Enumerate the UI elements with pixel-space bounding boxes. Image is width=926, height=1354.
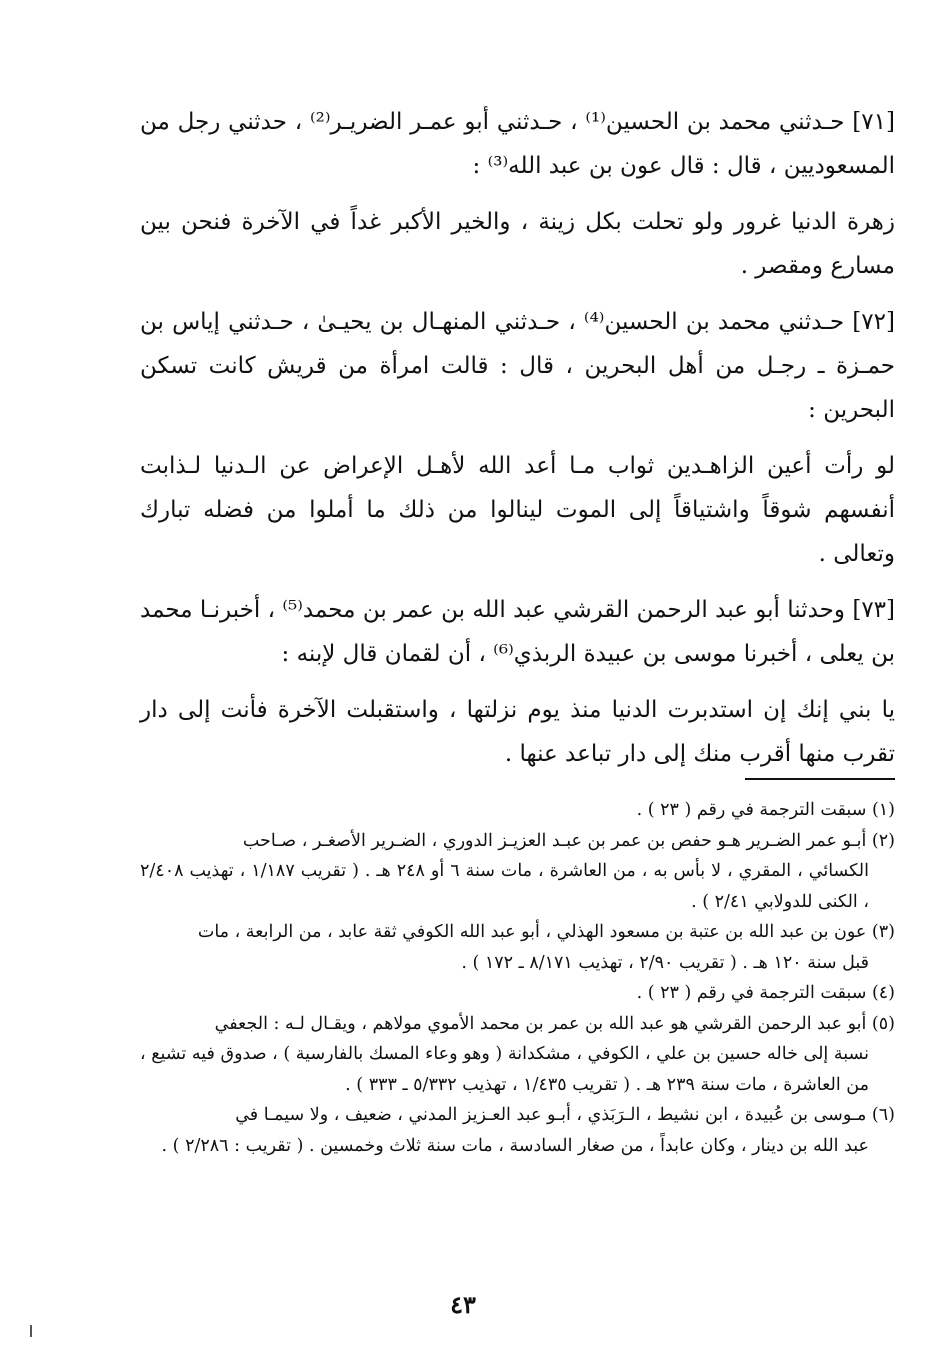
footnote-4: [140, 978, 895, 1009]
footnote-5: [140, 1009, 895, 1101]
footnote-continuation: قبل سنة ١٢٠ هـ . ( تقريب ٢/٩٠ ، تهذيب ٨/١٧١ ـ ١٧٢ ) .: [461, 952, 869, 973]
footnote-text: (٢) أبـو عمر الضـرير هـو حفص بن عمر بن عبـد العزيـز الدوري ، الضـرير الأصغـر ، صـاحب: [242, 830, 895, 851]
footnote-text: (٥) أبو عبد الرحمن القرشي هو عبد الله بن عمر بن محمد الأموي مولاهم ، ويقـال لـه : الجعفي: [214, 1013, 895, 1034]
footnote-continuation: نسبة إلى خاله حسين بن علي ، الكوفي ، مشكدانة ( وهو وعاء المسك بالفارسية ) ، صدوق فيه تشيع ، من العاشرة ، مات سنة ٢٣٩ هـ . ( تقريب ١/٤٣٥ ، تهذيب ٥/٣٣٢ ـ ٣٣٣ ) .: [140, 1044, 869, 1095]
paragraph-72: [٧٢] حـدثني محمد بن الحسين⁽⁴⁾ ، حـدثني المنهـال بن يحيـىٰ ، حـدثني إياس بن حمـزة ـ رجـل من أهل البحرين ، قال : قالت امرأة من قريش كانت تسكن البحرين :: [140, 309, 895, 423]
quote-71: زهرة الدنيا غرور ولو تحلت بكل زينة ، والخير الأكبر غداً في الآخرة فنحن بين مسارع ومقصر .: [140, 209, 895, 279]
footnote-separator: [745, 778, 895, 780]
footnote-continuation: عبد الله بن دينار ، وكان عابداً ، من صغار السادسة ، مات سنة ثلاث وخمسين . ( تقريب : ٢/٢٨٦ ) .: [161, 1135, 869, 1156]
quote-73: يا بني إنك إن استدبرت الدنيا منذ يوم نزلتها ، واستقبلت الآخرة فأنت إلى دار تقرب منها أقرب منك إلى دار تباعد عنها .: [140, 697, 895, 767]
page-number: ٤٣: [450, 1290, 476, 1319]
footnote-6: [140, 1100, 895, 1161]
footnote-continuation: الكسائي ، المقري ، لا بأس به ، من العاشرة ، مات سنة ٦ أو ٢٤٨ هـ . ( تقريب ١/١٨٧ ، تهذيب ٢/٤٠٨ ، الكنى للدولابي ٢/٤١ ) .: [140, 861, 869, 912]
paragraph-71: [٧١] حـدثني محمد بن الحسين⁽¹⁾ ، حـدثني أبو عمـر الضريـر⁽²⁾ ، حدثني رجل من المسعوديين ، قال : قال عون بن عبد الله⁽³⁾ :: [140, 109, 895, 179]
paragraph-73: [٧٣] وحدثنا أبو عبد الرحمن القرشي عبد الله بن عمر بن محمد⁽⁵⁾ ، أخبرنـا محمد بن يعلى ، أخبرنا موسى بن عبيدة الربذي⁽⁶⁾ ، أن لقمان قال لإبنه :: [140, 597, 896, 667]
quote-72: لو رأت أعين الزاهـدين ثواب مـا أعد الله لأهـل الإعراض عن الـدنيا لـذابت أنفسهم شوقاً واشتياقاً إلى الموت لينالوا من ذلك ما أملوا من فضله تبارك وتعالى .: [140, 453, 895, 567]
scan-artifact: [30, 1325, 32, 1337]
main-text: [140, 100, 895, 788]
footnote-3: [140, 917, 895, 978]
footnote-1: [140, 795, 895, 826]
footnote-text: (١) سبقت الترجمة في رقم ( ٢٣ ) .: [636, 800, 895, 820]
footnote-2: [140, 826, 895, 918]
footnote-text: (٦) مـوسى بن عُبيدة ، ابن نشيط ، الـرَبَذي ، أبـو عبد العـزيز المدني ، ضعيف ، ولا سيمـا في: [235, 1105, 895, 1125]
footnote-text: (٣) عون بن عبد الله بن عتبة بن مسعود الهذلي ، أبو عبد الله الكوفي ثقة عابد ، من الرابعة ، مات: [197, 922, 895, 942]
footnotes: [140, 795, 895, 1161]
footnote-text: (٤) سبقت الترجمة في رقم ( ٢٣ ) .: [636, 983, 895, 1003]
